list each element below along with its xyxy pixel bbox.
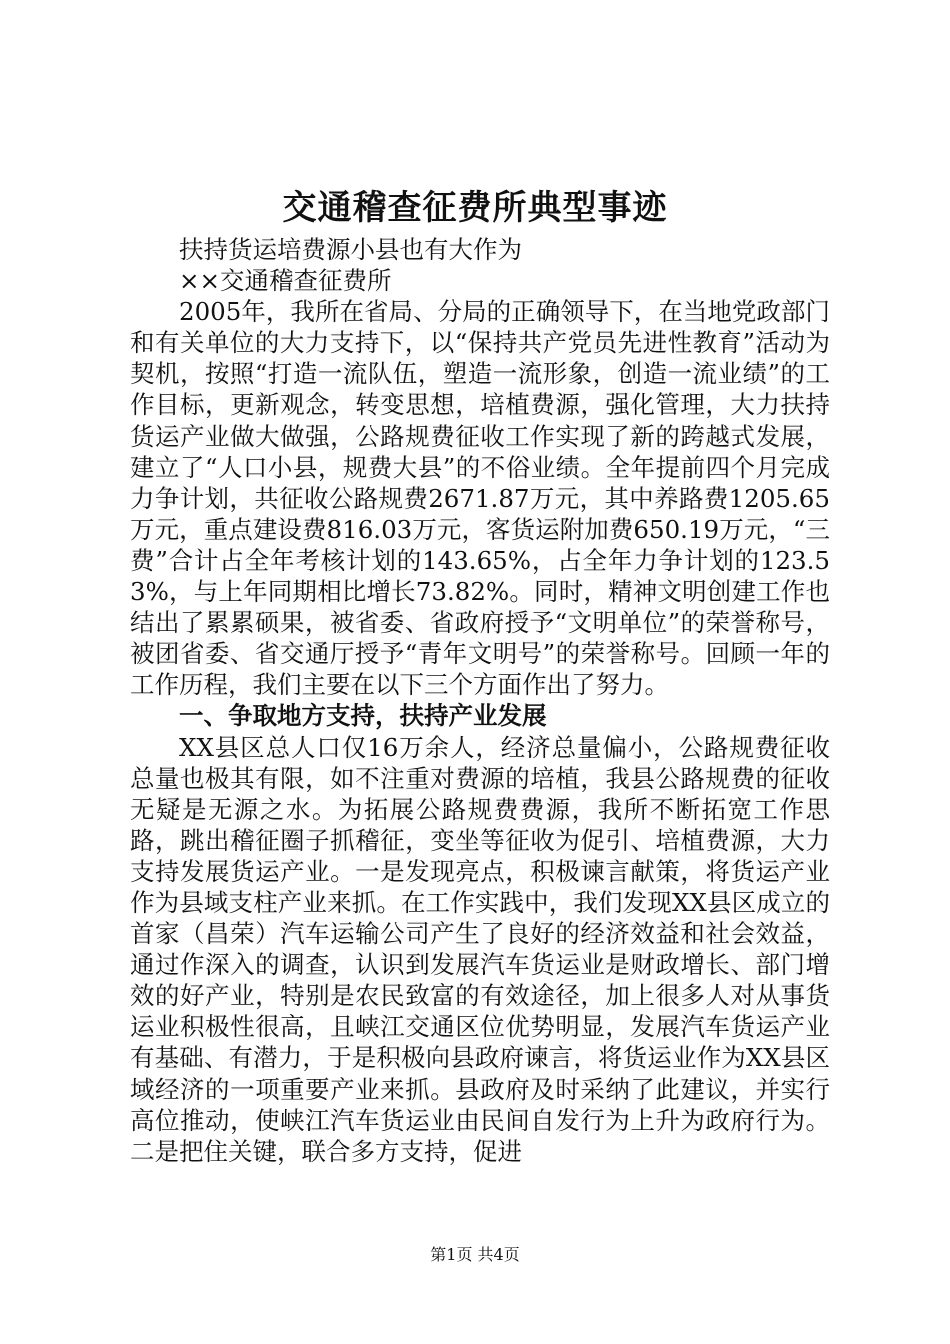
intro-paragraph: 2005年，我所在省局、分局的正确领导下，在当地党政部门和有关单位的大力支持下，以“保持共产党员先进性教育”活动为契机，按照“打造一流队伍，塑造一流形象，创造一流业绩”的工作目标，更新观念，转变思想，培植费源，强化管理，大力扶持货运产业做大做强，公路规费征收工作实现了新的跨越式发展，建立了“人口小县，规费大县”的不俗业绩。全年提前四个月完成力争计划，共征收公路规费2671.87万元，其中养路费1205.65万元，重点建设费816.03万元，客货运附加费650.19万元，“三费”合计占全年考核计划的143.65%，占全年力争计划的123.53%，与上年同期相比增长73.82%。同时，精神文明创建工作也结出了累累硕果，被省委、省政府授予“文明单位”的荣誉称号，被团省委、省交通厅授予“青年文明号”的荣誉称号。回顾一年的工作历程，我们主要在以下三个方面作出了努力。 (130, 297, 830, 700)
subtitle-line: 扶持货运培费源小县也有大作为 (179, 235, 522, 264)
document-body (130, 234, 830, 1167)
page-footer: 第1页 共4页 (430, 1245, 520, 1264)
section-heading: 一、争取地方支持，扶持产业发展 (179, 701, 547, 731)
organization-line: ××交通稽查征费所 (179, 266, 392, 296)
document-title: 交通稽查征费所典型事迹 (282, 188, 668, 228)
section-paragraph: XX县区总人口仅16万余人，经济总量偏小，公路规费征收总量也极其有限，如不注重对费源的培植，我县公路规费的征收无疑是无源之水。为拓展公路规费费源，我所不断拓宽工作思路，跳出稽征圈子抓稽征，变坐等征收为促引、培植费源，大力支持发展货运产业。一是发现亮点，积极谏言献策，将货运产业作为县域支柱产业来抓。在工作实践中，我们发现XX县区成立的首家（昌荣）汽车运输公司产生了良好的经济效益和社会效益，通过作深入的调查，认识到发展汽车货运业是财政增长、部门增效的好产业，特别是农民致富的有效途径，加上很多人对从事货运业积极性很高，且峡江交通区位优势明显，发展汽车货运产业有基础、有潜力，于是积极向县政府谏言，将货运业作为XX县区域经济的一项重要产业来抓。县政府及时采纳了此建议，并实行高位推动，使峡江汽车货运业由民间自发行为上升为政府行为。二是把住关键，联合多方支持，促进 (130, 732, 830, 1166)
